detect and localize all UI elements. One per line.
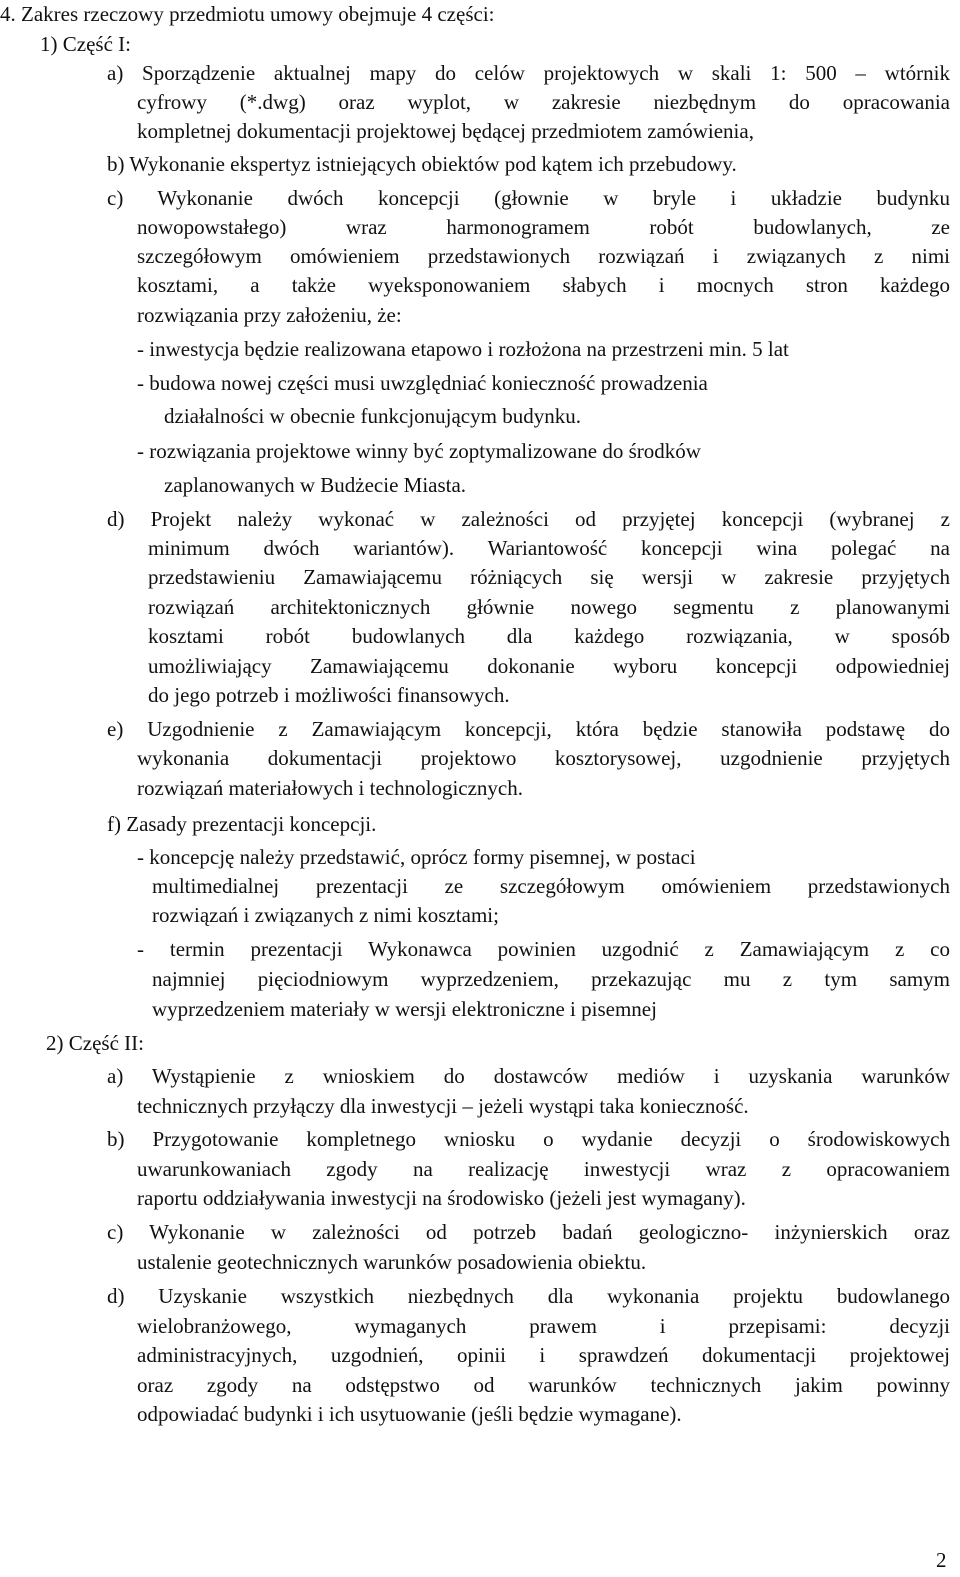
text-line: b) Wykonanie ekspertyz istniejących obiektów pod kątem ich przebudowy. [107,152,737,176]
text-line: minimum dwóch wariantów). Wariantowość koncepcji wina polegać na [148,536,950,560]
text-line: odpowiadać budynki i ich usytuowanie (jeśli będzie wymagane). [137,1402,682,1426]
text-line: działalności w obecnie funkcjonującym budynku. [164,404,581,428]
bullet-line: - budowa nowej części musi uwzględniać konieczność prowadzenia [137,371,708,395]
text-line: wykonania dokumentacji projektowo kosztorysowej, uzgodnienie przyjętych [137,746,950,770]
text-line: nowopowstałego) wraz harmonogramem robót budowlanych, ze [137,215,950,239]
text-line: rozwiązań architektonicznych głównie nowego segmentu z planowanymi [148,595,950,619]
part-1-label: 1) Część I: [40,32,131,56]
text-line: zaplanowanych w Budżecie Miasta. [164,473,467,497]
text-line: administracyjnych, uzgodnień, opinii i sprawdzeń dokumentacji projektowej [137,1343,950,1367]
text-line: kosztami, a także wyeksponowaniem słabych i mocnych stron każdego [137,273,950,297]
text-line: d) Uzyskanie wszystkich niezbędnych dla wykonania projektu budowlanego [107,1284,950,1308]
text-line: cyfrowy (*.dwg) oraz wyplot, w zakresie niezbędnym do opracowania [137,90,950,114]
page-number: 2 [936,1548,947,1572]
text-line: multimedialnej prezentacji ze szczegółowym omówieniem przedstawionych [152,874,950,898]
text-line: c) Wykonanie w zależności od potrzeb badań geologiczno- inżynierskich oraz [107,1220,950,1244]
text-line: rozwiązań i związanych z nimi kosztami; [152,903,499,927]
text-line: a) Wystąpienie z wnioskiem do dostawców mediów i uzyskania warunków [107,1064,950,1088]
text-line: najmniej pięciodniowym wyprzedzeniem, przekazując mu z tym samym [152,967,950,991]
text-line: e) Uzgodnienie z Zamawiającym koncepcji, która będzie stanowiła podstawę do [107,717,950,741]
bullet-line: - termin prezentacji Wykonawca powinien uzgodnić z Zamawiającym z co [137,937,950,961]
text-line: f) Zasady prezentacji koncepcji. [107,812,377,836]
text-line: rozwiązania przy założeniu, że: [137,303,402,327]
bullet-line: - rozwiązania projektowe winny być zoptymalizowane do środków [137,439,701,463]
part-2-label: 2) Część II: [46,1031,144,1055]
text-line: wyprzedzeniem materiały w wersji elektroniczne i pisemnej [152,997,657,1021]
text-line: ustalenie geotechnicznych warunków posadowienia obiektu. [137,1250,647,1274]
text-line: przedstawieniu Zamawiającemu różniących się wersji w zakresie przyjętych [148,565,950,589]
text-line: technicznych przyłączy dla inwestycji – jeżeli wystąpi taka konieczność. [137,1094,749,1118]
text-line: szczegółowym omówieniem przedstawionych rozwiązań i związanych z nimi [137,244,950,268]
text-line: do jego potrzeb i możliwości finansowych. [148,683,510,707]
text-line: kompletnej dokumentacji projektowej będącej przedmiotem zamówienia, [137,119,754,143]
text-line: raportu oddziaływania inwestycji na środowisko (jeżeli jest wymagany). [137,1186,746,1210]
bullet-line: - koncepcję należy przedstawić, oprócz formy pisemnej, w postaci [137,845,696,869]
text-line: umożliwiający Zamawiającemu dokonanie wyboru koncepcji odpowiedniej [148,654,950,678]
text-line: uwarunkowaniach zgody na realizację inwestycji wraz z opracowaniem [137,1157,950,1181]
text-line: a) Sporządzenie aktualnej mapy do celów projektowych w skali 1: 500 – wtórnik [107,61,950,85]
text-line: kosztami robót budowlanych dla każdego rozwiązania, w sposób [148,624,950,648]
text-line: b) Przygotowanie kompletnego wniosku o wydanie decyzji o środowiskowych [107,1127,950,1151]
text-line: oraz zgody na odstępstwo od warunków technicznych jakim powinny [137,1373,950,1397]
text-line: rozwiązań materiałowych i technologicznych. [137,776,523,800]
bullet-line: - inwestycja będzie realizowana etapowo i rozłożona na przestrzeni min. 5 lat [137,337,789,361]
section-heading: 4. Zakres rzeczowy przedmiotu umowy obejmuje 4 części: [0,2,495,26]
text-line: d) Projekt należy wykonać w zależności od przyjętej koncepcji (wybranej z [107,507,950,531]
text-line: wielobranżowego, wymaganych prawem i przepisami: decyzji [137,1314,950,1338]
text-line: c) Wykonanie dwóch koncepcji (głownie w bryle i układzie budynku [107,186,950,210]
